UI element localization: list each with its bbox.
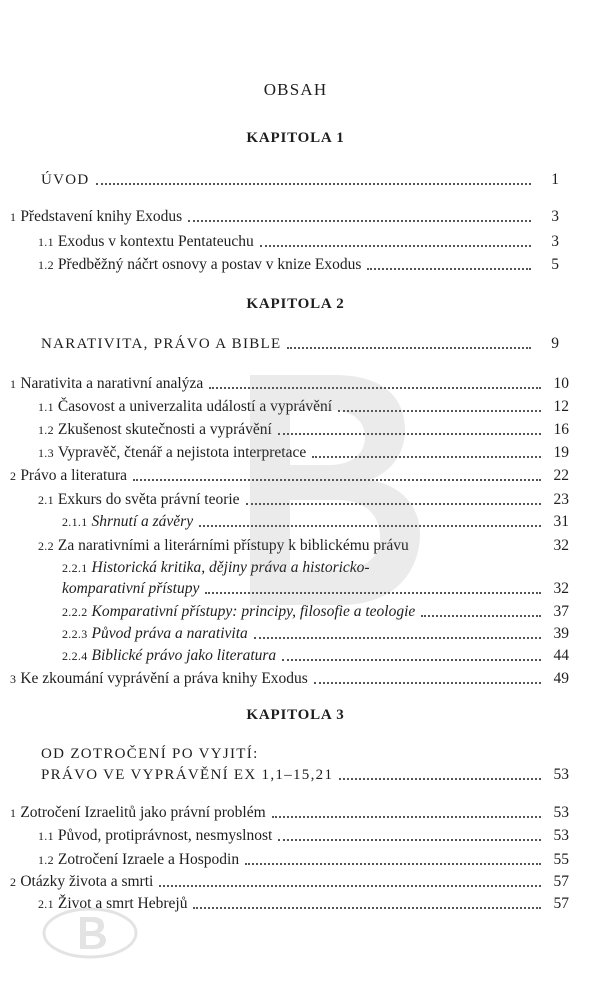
entry-title: Původ, protiprávnost, nesmyslnost (57, 827, 273, 844)
entry-title-continuation: komparativní přístupy (62, 580, 200, 597)
dot-leader (282, 659, 541, 661)
page-number: 1 (551, 171, 559, 188)
toc-entry[interactable] (38, 822, 569, 846)
page-number: 23 (553, 491, 569, 508)
page-number: 32 (553, 580, 569, 597)
entry-title: Narativita a narativní analýza (20, 375, 204, 392)
entry-number: 1.1 (38, 829, 54, 843)
toc-entry[interactable] (38, 228, 559, 252)
entry-number: 2 (10, 469, 17, 483)
dot-leader (314, 682, 541, 684)
entry-title: Komparativní přístupy: principy, filosofie a teologie (91, 603, 416, 620)
entry-title: Zkušenost skutečnosti a vyprávění (57, 421, 272, 438)
entry-title: Zotročení Izraelitů jako právní problém (20, 804, 266, 821)
toc-title: OBSAH (263, 80, 328, 99)
dot-leader (254, 637, 541, 639)
chapter-heading-text: OD ZOTROČENÍ PO VYJITÍ: (41, 746, 259, 762)
entry-number: 2.2.2 (62, 605, 88, 619)
entry-title: Právo a literatura (20, 467, 128, 484)
page-number: 9 (551, 335, 559, 352)
page-number: 12 (553, 398, 569, 415)
b-watermark-icon (220, 355, 430, 625)
entry-title: Ke zkoumání vyprávění a práva knihy Exodus (20, 670, 308, 687)
entry-title: Za narativními a literárními přístupy k biblickému právu (57, 537, 409, 554)
entry-number: 2.1.1 (62, 515, 88, 529)
chapter-1-heading[interactable] (41, 166, 559, 190)
entry-title: Shrnutí a závěry (91, 513, 194, 530)
page-number: 10 (553, 375, 569, 392)
entry-number: 2.2 (38, 539, 54, 553)
b-stamp-icon (40, 905, 140, 960)
page-number: 53 (553, 766, 569, 783)
entry-number: 2.2.4 (62, 649, 88, 663)
dot-leader (287, 347, 531, 349)
entry-title: Představení knihy Exodus (20, 208, 183, 225)
entry-number: 2.2.3 (62, 627, 88, 641)
chapter-2-label: KAPITOLA 2 (246, 296, 345, 312)
entry-number: 1.3 (38, 446, 54, 460)
page-number: 16 (553, 421, 569, 438)
toc-entry[interactable] (10, 868, 569, 892)
page-number: 55 (553, 851, 569, 868)
page-number: 5 (551, 256, 559, 273)
page-number: 49 (553, 670, 569, 687)
entry-number: 1.2 (38, 423, 54, 437)
entry-title: Exodus v kontextu Pentateuchu (57, 233, 254, 250)
entry-number: 2 (10, 875, 17, 889)
entry-number: 3 (10, 672, 17, 686)
dot-leader (421, 615, 541, 617)
toc-entry[interactable] (10, 799, 569, 823)
chapter-3-label: KAPITOLA 3 (246, 707, 345, 723)
page-number: 53 (553, 827, 569, 844)
entry-number: 1.2 (38, 258, 54, 272)
toc-entry[interactable] (10, 203, 559, 227)
dot-leader (272, 816, 541, 818)
entry-title: Původ práva a narativita (91, 625, 248, 642)
dot-leader (260, 245, 531, 247)
entry-title: Zotročení Izraele a Hospodin (57, 851, 240, 868)
page-number: 57 (553, 873, 569, 890)
dot-leader (245, 863, 541, 865)
entry-number: 1 (10, 210, 17, 224)
chapter-3-heading-line2[interactable] (41, 761, 569, 785)
entry-number: 2.2.1 (62, 561, 88, 575)
toc-entry[interactable] (38, 251, 559, 275)
page-number: 3 (551, 208, 559, 225)
dot-leader (159, 885, 541, 887)
chapter-heading-text: NARATIVITA, PRÁVO A BIBLE (41, 336, 282, 352)
entry-title: Život a smrt Hebrejů (57, 895, 188, 912)
entry-number: 2.1 (38, 897, 54, 911)
entry-number: 1.1 (38, 235, 54, 249)
entry-number: 1.1 (38, 400, 54, 414)
page-number: 57 (553, 895, 569, 912)
entry-title: Exkurs do světa právní teorie (57, 491, 240, 508)
page-number: 44 (553, 647, 569, 664)
dot-leader (188, 220, 531, 222)
dot-leader (367, 268, 531, 270)
entry-title: Vypravěč, čtenář a nejistota interpretace (57, 444, 307, 461)
page-number: 32 (553, 537, 569, 554)
entry-number: 1.2 (38, 853, 54, 867)
page-number: 31 (553, 513, 569, 530)
page-number: 19 (553, 444, 569, 461)
entry-title: Biblické právo jako literatura (91, 647, 277, 664)
entry-number: 1 (10, 806, 17, 820)
chapter-1-label: KAPITOLA 1 (246, 130, 345, 146)
dot-leader (193, 907, 541, 909)
entry-number: 2.1 (38, 493, 54, 507)
dot-leader (339, 778, 541, 780)
page-number: 3 (551, 233, 559, 250)
chapter-heading-text: ÚVOD (41, 172, 90, 188)
entry-number: 1 (10, 377, 17, 391)
chapter-2-heading[interactable] (41, 330, 559, 354)
entry-title: Historická kritika, dějiny práva a historicko- (91, 559, 370, 576)
page-number: 37 (553, 603, 569, 620)
toc-entry[interactable] (10, 665, 569, 689)
entry-title: Časovost a univerzalita událostí a vyprávění (57, 398, 333, 415)
page-number: 53 (553, 804, 569, 821)
dot-leader (278, 839, 541, 841)
page-number: 22 (553, 467, 569, 484)
entry-title: Předběžný náčrt osnovy a postav v knize Exodus (57, 256, 362, 273)
entry-title: Otázky života a smrti (20, 873, 154, 890)
toc-entry[interactable] (62, 642, 569, 666)
dot-leader (96, 183, 531, 185)
page-number: 39 (553, 625, 569, 642)
toc-entry[interactable] (38, 846, 569, 870)
chapter-heading-text: PRÁVO VE VYPRÁVĚNÍ EX 1,1–15,21 (41, 767, 334, 783)
